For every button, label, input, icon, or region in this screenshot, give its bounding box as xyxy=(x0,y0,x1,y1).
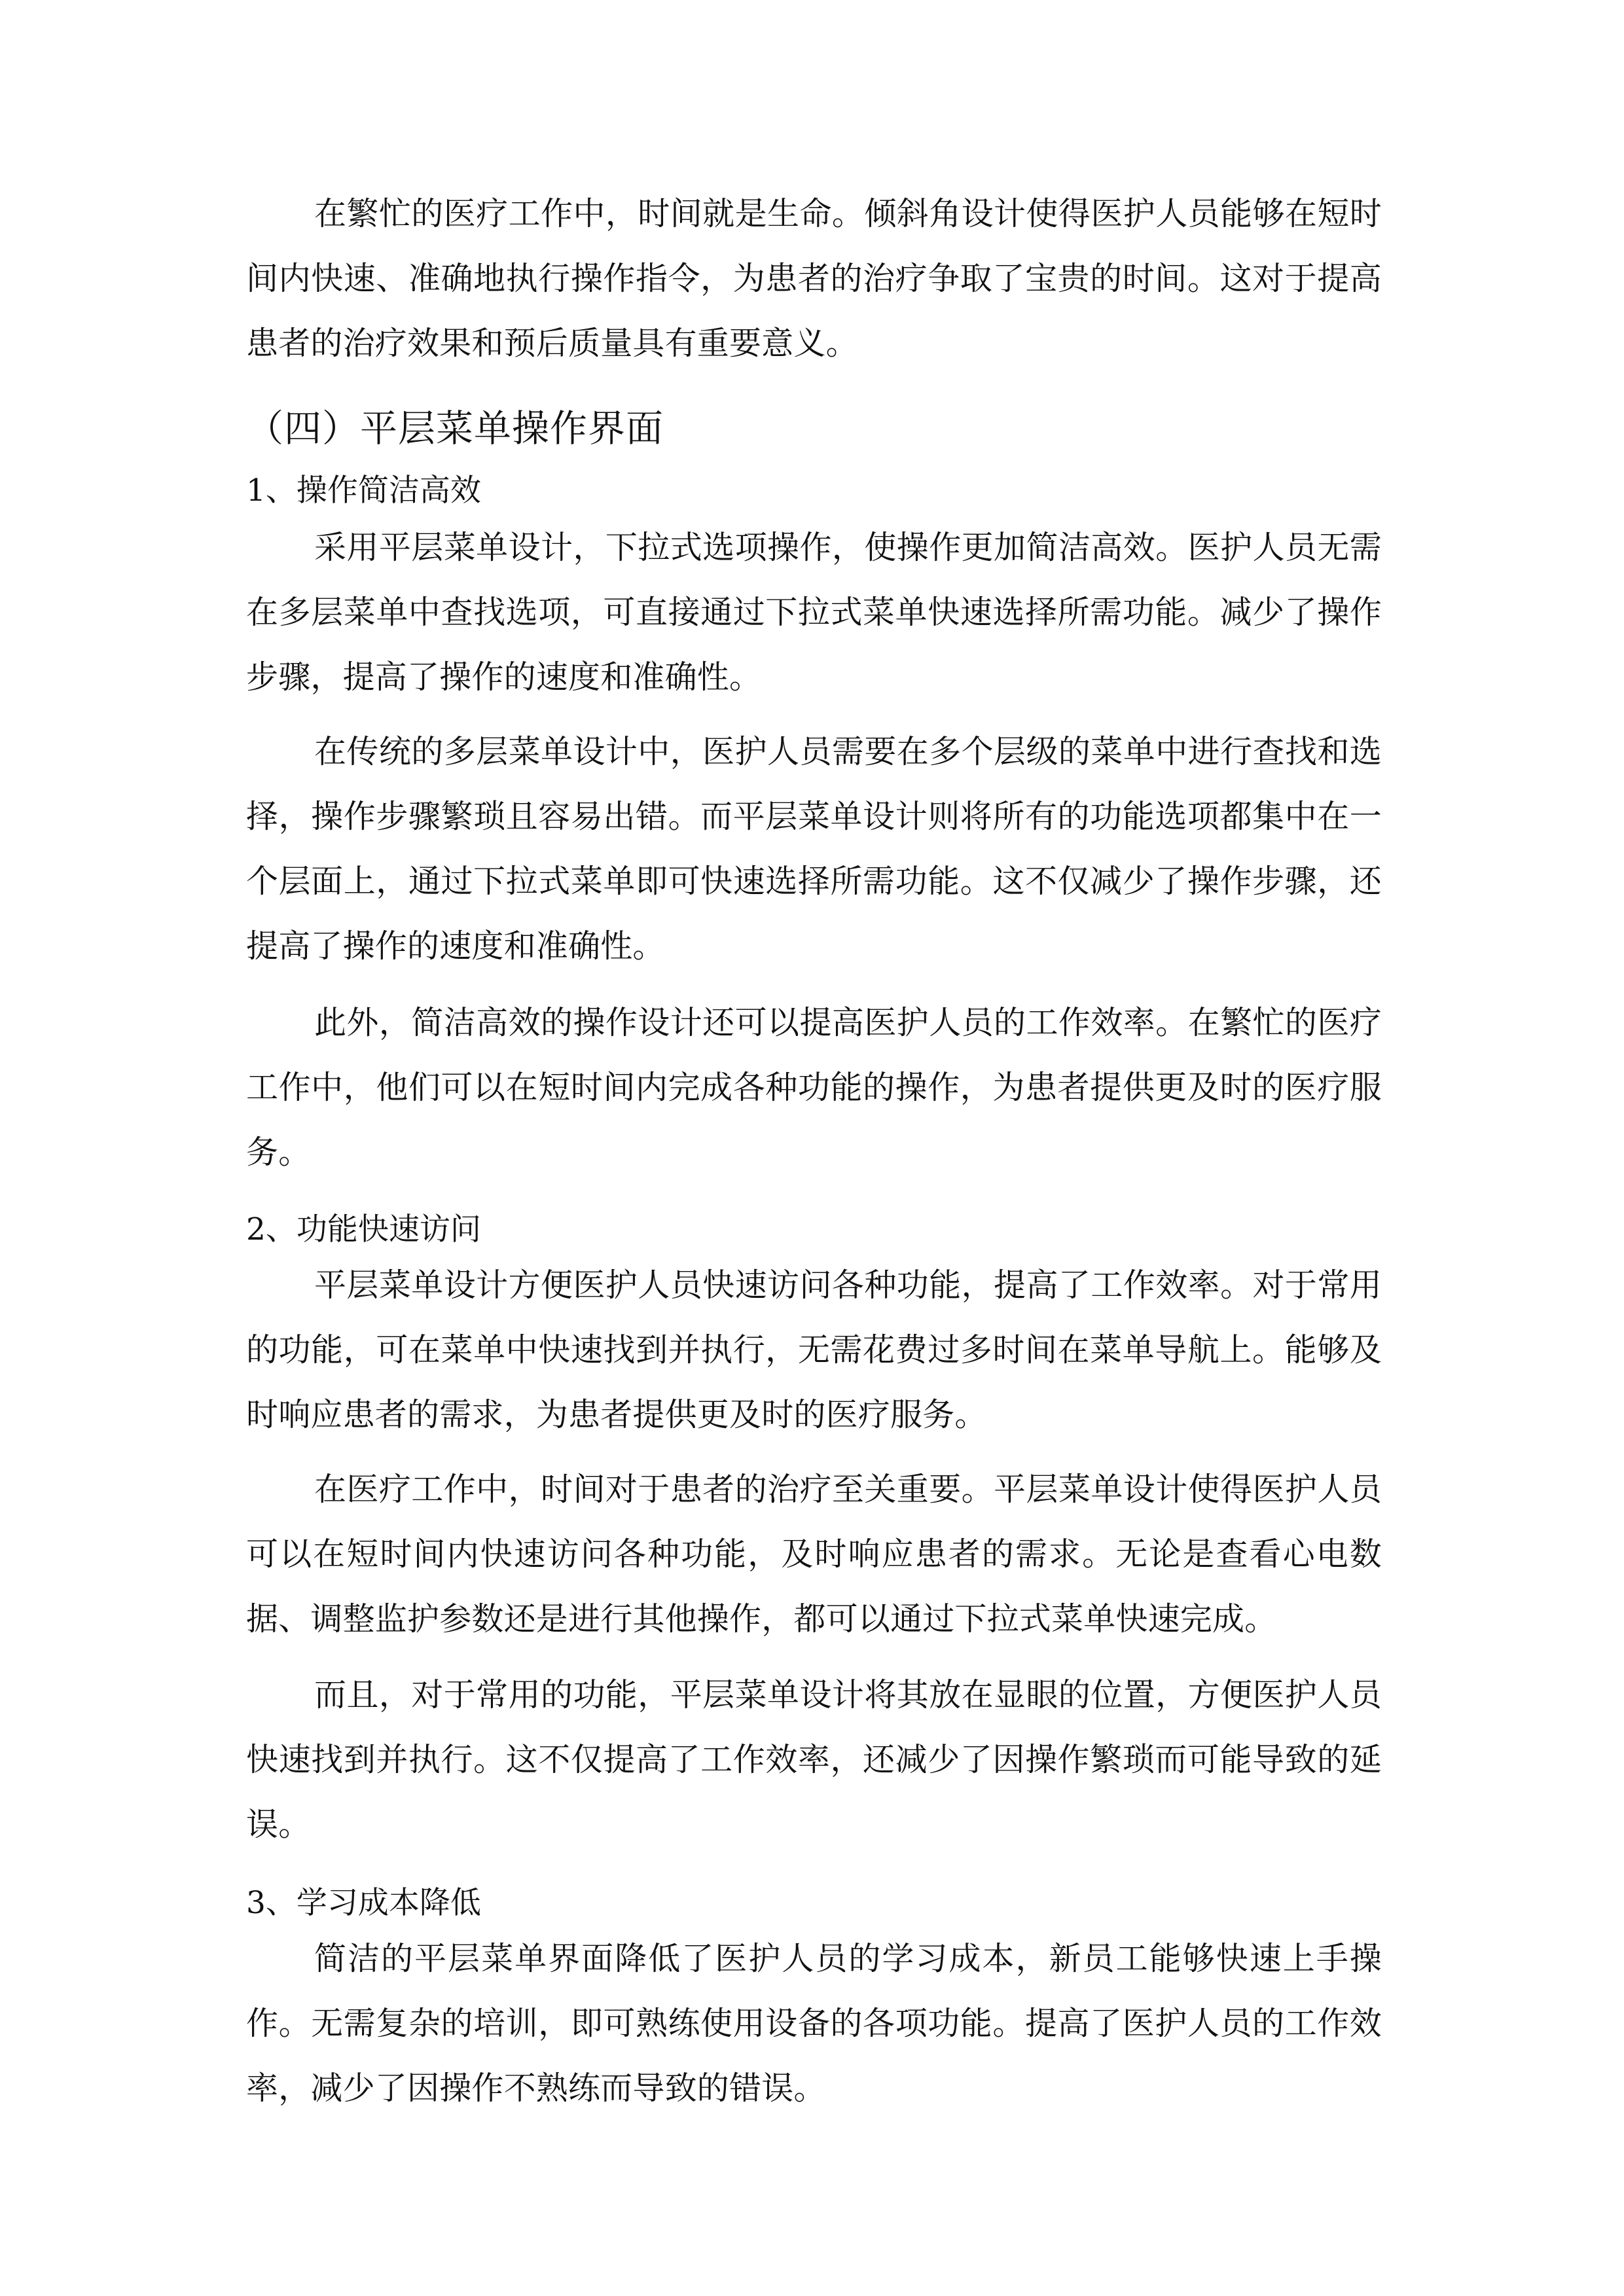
subsection-heading-1: 1、操作简洁高效 xyxy=(246,473,481,509)
subsection-heading-2: 2、功能快速访问 xyxy=(246,1211,481,1247)
paragraph-2-2: 在医疗工作中，时间对于患者的治疗至关重要。平层菜单设计使得医护人员可以在短时间内快速访问各种功能，及时响应患者的需求。无论是查看心电数据、调整监护参数还是进行其他操作，都可以通过下拉式菜单快速完成。 xyxy=(246,1471,1382,1638)
section-heading: （四）平层菜单操作界面 xyxy=(246,407,664,450)
paragraph-3-1: 简洁的平层菜单界面降低了医护人员的学习成本，新员工能够快速上手操作。无需复杂的培训，即可熟练使用设备的各项功能。提高了医护人员的工作效率，减少了因操作不熟练而导致的错误。 xyxy=(246,1940,1382,2107)
paragraph-1-1: 采用平层菜单设计，下拉式选项操作，使操作更加简洁高效。医护人员无需在多层菜单中查找选项，可直接通过下拉式菜单快速选择所需功能。减少了操作步骤，提高了操作的速度和准确性。 xyxy=(246,529,1382,696)
paragraph-2-1: 平层菜单设计方便医护人员快速访问各种功能，提高了工作效率。对于常用的功能，可在菜单中快速找到并执行，无需花费过多时间在菜单导航上。能够及时响应患者的需求，为患者提供更及时的医疗服务。 xyxy=(246,1266,1382,1433)
subsection-heading-3: 3、学习成本降低 xyxy=(246,1885,481,1921)
paragraph-intro: 在繁忙的医疗工作中，时间就是生命。倾斜角设计使得医护人员能够在短时间内快速、准确地执行操作指令，为患者的治疗争取了宝贵的时间。这对于提高患者的治疗效果和预后质量具有重要意义。 xyxy=(246,195,1382,362)
paragraph-1-2: 在传统的多层菜单设计中，医护人员需要在多个层级的菜单中进行查找和选择，操作步骤繁琐且容易出错。而平层菜单设计则将所有的功能选项都集中在一个层面上，通过下拉式菜单即可快速选择所需功能。这不仅减少了操作步骤，还提高了操作的速度和准确性。 xyxy=(246,733,1382,965)
paragraph-2-3: 而且，对于常用的功能，平层菜单设计将其放在显眼的位置，方便医护人员快速找到并执行。这不仅提高了工作效率，还减少了因操作繁琐而可能导致的延误。 xyxy=(246,1676,1382,1843)
paragraph-1-3: 此外，简洁高效的操作设计还可以提高医护人员的工作效率。在繁忙的医疗工作中，他们可以在短时间内完成各种功能的操作，为患者提供更及时的医疗服务。 xyxy=(246,1004,1382,1171)
